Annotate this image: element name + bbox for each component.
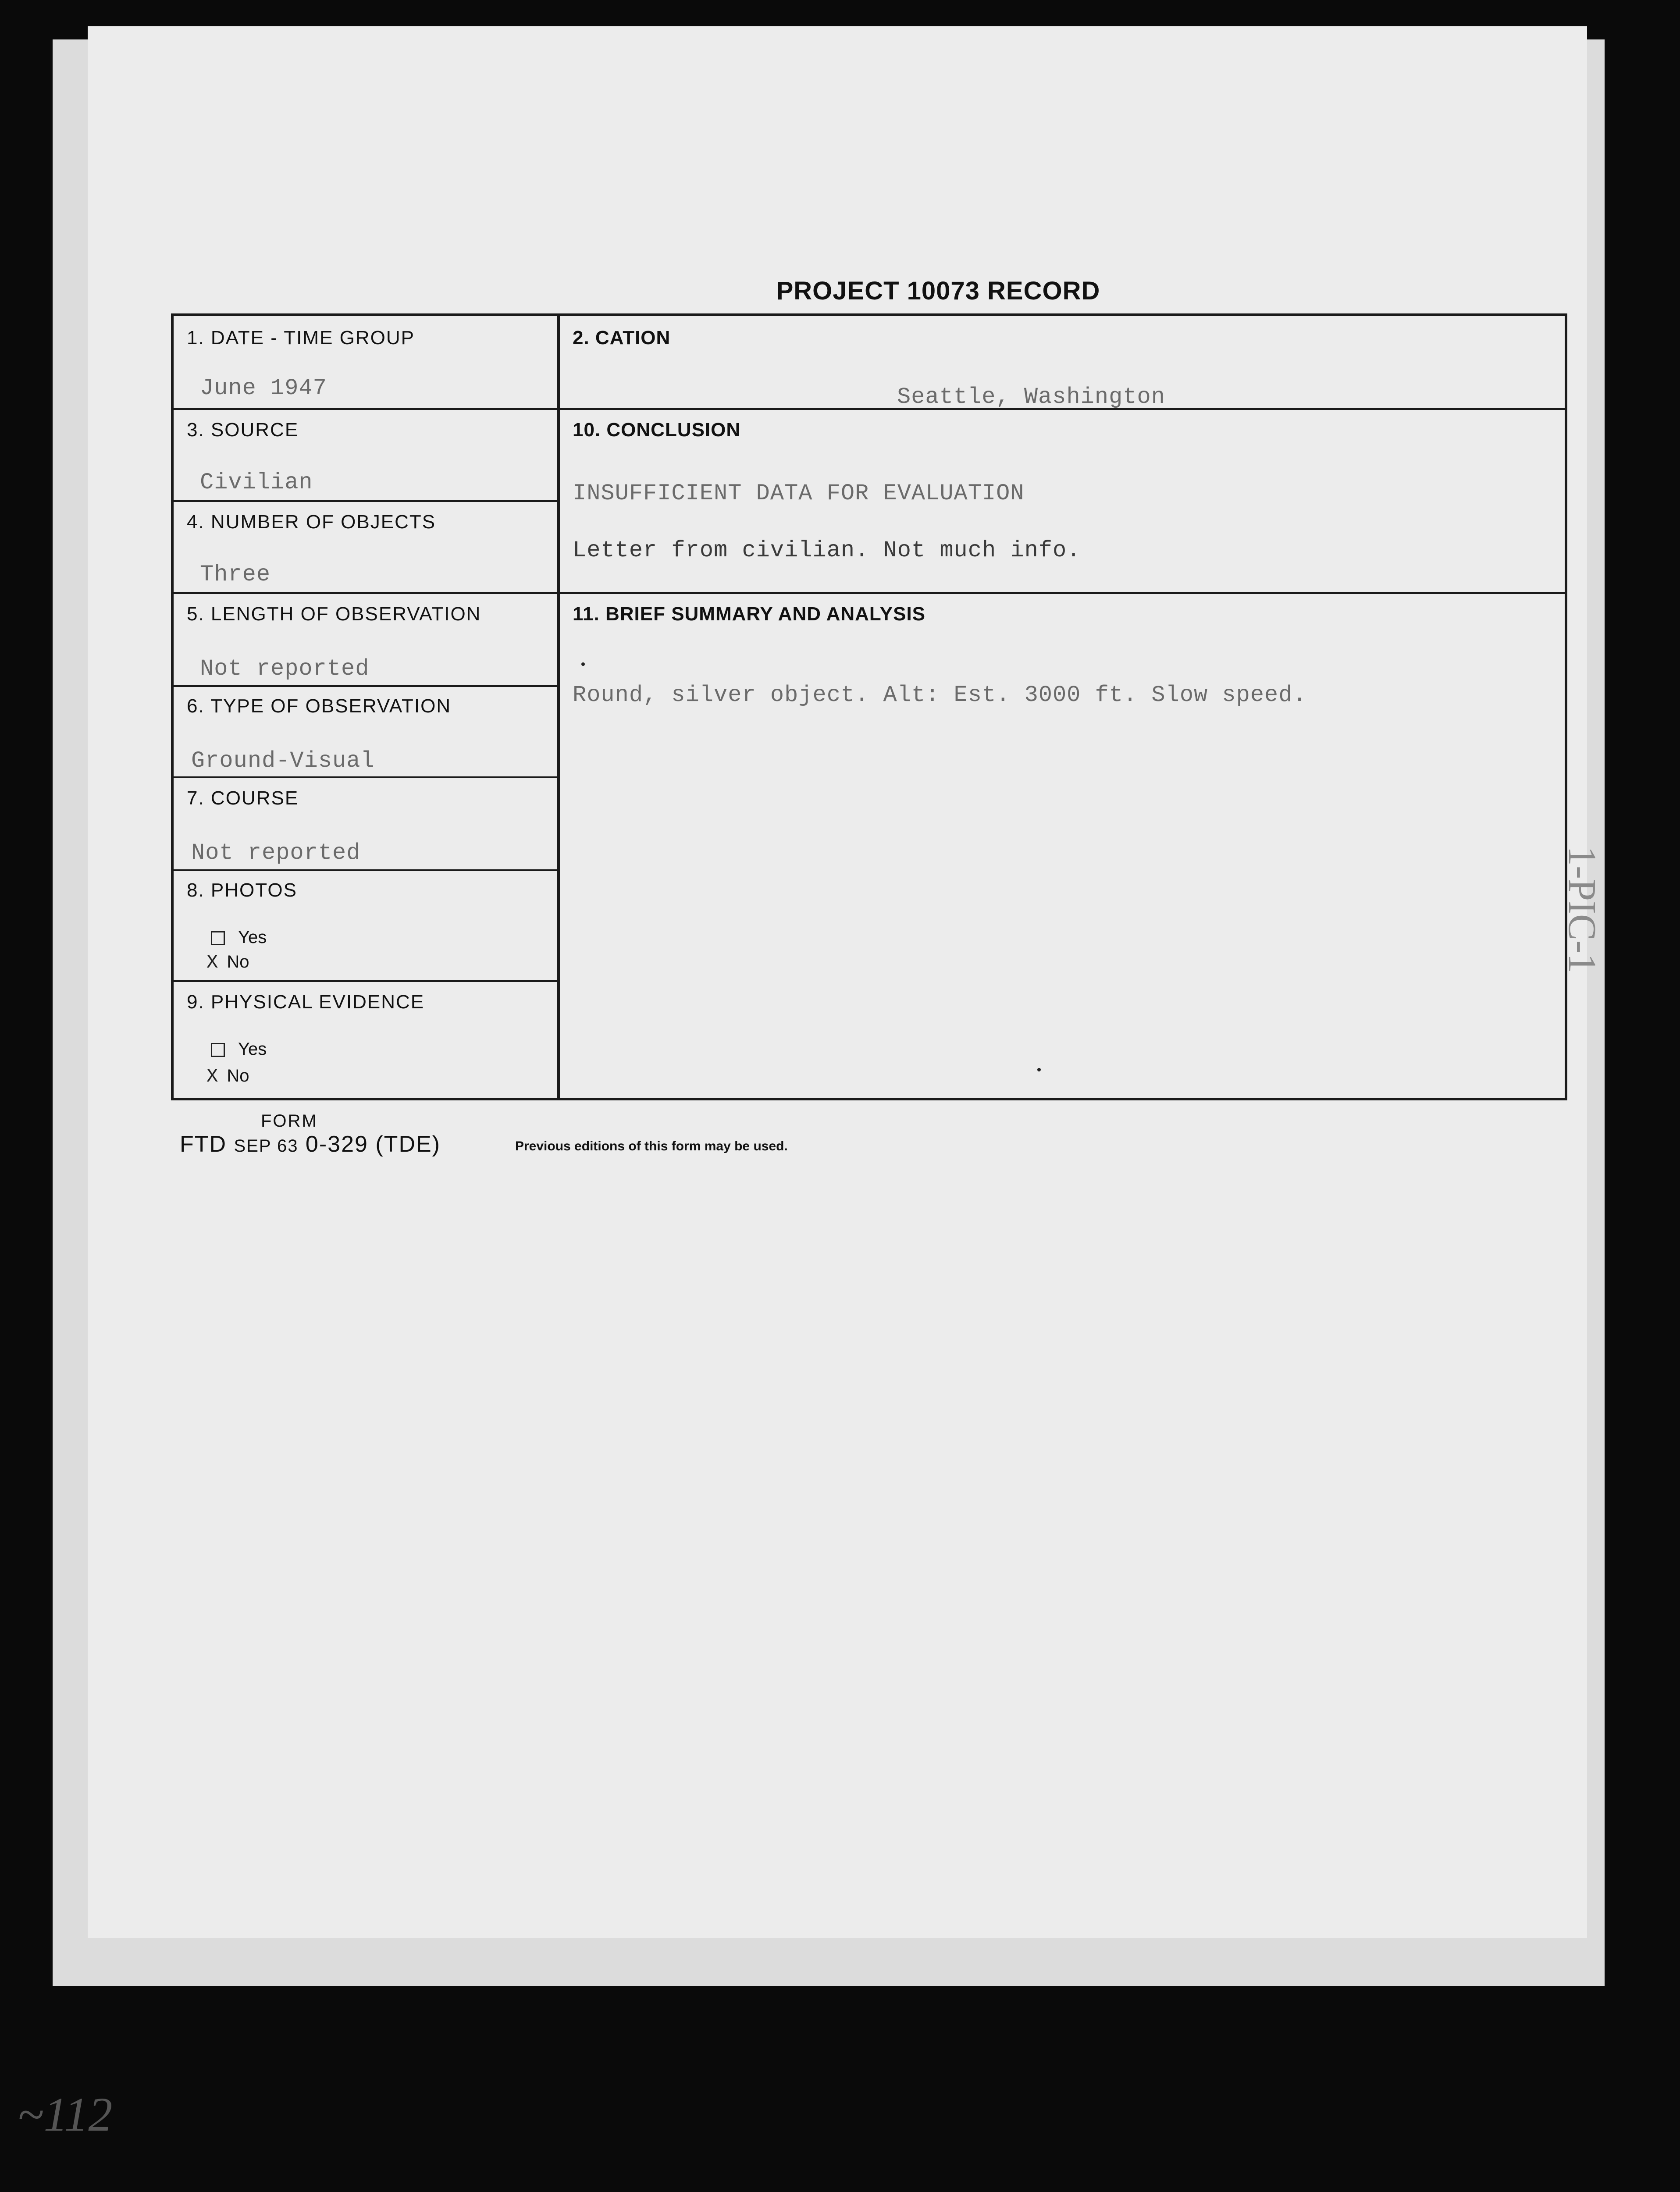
photos-no-label: No <box>227 952 249 971</box>
physical-evidence-no-option[interactable] <box>206 1066 249 1088</box>
photos-label: 8. PHOTOS <box>187 879 297 901</box>
date-time-group-label: 1. DATE - TIME GROUP <box>187 327 415 349</box>
footer-date: SEP 63 <box>234 1136 299 1156</box>
course-label: 7. COURSE <box>187 787 299 809</box>
physical-evidence-no-label: No <box>227 1066 249 1085</box>
footer-form-id <box>180 1131 441 1157</box>
number-of-objects-value: Three <box>200 562 271 587</box>
length-of-observation-value: Not reported <box>200 656 370 682</box>
physical-evidence-yes-checkbox[interactable] <box>211 1043 225 1057</box>
row-divider <box>174 869 557 871</box>
row-divider <box>174 500 557 502</box>
conclusion-label: 10. CONCLUSION <box>573 419 741 441</box>
photos-yes-checkbox[interactable] <box>211 931 225 945</box>
footer-form-number: 0-329 (TDE) <box>305 1132 441 1157</box>
number-of-objects-label: 4. NUMBER OF OBJECTS <box>187 511 436 533</box>
physical-evidence-yes-label: Yes <box>238 1039 267 1059</box>
physical-evidence-yes-option[interactable] <box>211 1039 267 1059</box>
footer-form-word: FORM <box>261 1111 318 1131</box>
conclusion-line-1: INSUFFICIENT DATA FOR EVALUATION <box>573 480 1025 506</box>
physical-evidence-no-checked-mark[interactable]: X <box>206 1066 218 1088</box>
source-label: 3. SOURCE <box>187 419 299 441</box>
photos-yes-label: Yes <box>238 928 267 947</box>
form-title: PROJECT 10073 RECORD <box>776 277 1100 305</box>
row-divider <box>174 776 557 778</box>
footer-note: Previous editions of this form may be used. <box>515 1139 788 1153</box>
ink-dot <box>1037 1068 1041 1071</box>
summary-text: Round, silver object. Alt: Est. 3000 ft. Slow speed. <box>573 682 1307 708</box>
row-divider <box>557 592 1565 594</box>
margin-handwritten-note: 1-PIC-1 <box>1560 846 1604 973</box>
date-time-group-value: June 1947 <box>200 375 327 401</box>
conclusion-line-2: Letter from civilian. Not much info. <box>573 537 1081 563</box>
photos-yes-option[interactable] <box>211 928 267 947</box>
source-value: Civilian <box>200 470 313 495</box>
row-divider <box>174 592 557 594</box>
type-of-observation-value: Ground-Visual <box>191 748 375 774</box>
type-of-observation-label: 6. TYPE OF OBSERVATION <box>187 695 452 717</box>
record-form-table <box>171 313 1567 1100</box>
physical-evidence-label: 9. PHYSICAL EVIDENCE <box>187 991 425 1013</box>
location-value: Seattle, Washington <box>897 384 1165 410</box>
length-of-observation-label: 5. LENGTH OF OBSERVATION <box>187 603 481 625</box>
row-divider <box>174 408 557 410</box>
photos-no-checked-mark[interactable]: X <box>206 952 218 974</box>
ink-dot <box>581 662 585 666</box>
footer-agency: FTD <box>180 1132 227 1157</box>
record-card <box>88 26 1604 1938</box>
column-divider <box>557 316 560 1098</box>
location-label: 2. CATION <box>573 327 671 349</box>
row-divider <box>174 685 557 687</box>
row-divider <box>174 980 557 982</box>
summary-label: 11. BRIEF SUMMARY AND ANALYSIS <box>573 603 926 625</box>
course-value: Not reported <box>191 840 361 866</box>
bottom-handwritten-scrawl: ~112 <box>18 2088 113 2141</box>
photos-no-option[interactable] <box>206 952 249 974</box>
